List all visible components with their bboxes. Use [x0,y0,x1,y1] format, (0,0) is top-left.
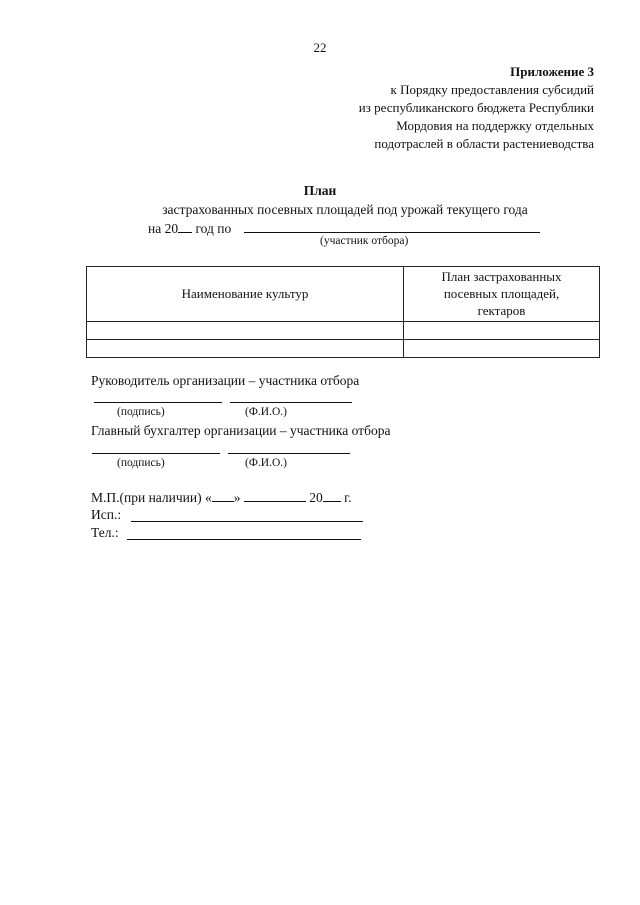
accountant-signature-line[interactable] [92,453,220,454]
executor-line[interactable] [131,521,363,522]
accountant-name-line[interactable] [228,453,350,454]
year-blank[interactable] [178,220,192,233]
stamp-mid: » [233,490,241,505]
table-header-row [87,267,600,322]
plan-table [86,266,600,358]
signature-caption: (подпись) [117,457,165,469]
head-signature-label: Руководитель организации – участника отбора [91,373,360,388]
table-cell[interactable] [87,340,404,358]
appendix-line: Мордовия на поддержку отдельных [396,118,594,133]
year-prefix: на 20 [148,221,179,236]
header-planned-area: План застрахованных посевных площадей, гектаров [404,267,600,322]
appendix-line: из республиканского бюджета Республики [358,100,594,115]
participant-caption: (участник отбора) [320,235,409,247]
stamp-prefix: М.П.(при наличии) « [91,490,212,505]
stamp-date-row [91,489,352,506]
executor-label: Исп.: [91,507,122,522]
year-suffix: год по [195,221,232,236]
month-blank[interactable] [244,489,306,502]
head-name-line[interactable] [230,402,352,403]
page-number: 22 [313,40,327,55]
head-signature-line[interactable] [94,402,222,403]
participant-field[interactable] [244,232,540,233]
name-caption: (Ф.И.О.) [245,406,287,418]
signature-caption: (подпись) [117,406,165,418]
accountant-signature-label: Главный бухгалтер организации – участника отбора [91,423,391,438]
plan-title: План [303,183,337,198]
name-caption: (Ф.И.О.) [245,457,287,469]
appendix-title: Приложение 3 [510,64,594,79]
table-row [87,322,600,340]
plan-subtitle: застрахованных посевных площадей под урожай текущего года [162,202,528,217]
phone-label: Тел.: [91,525,119,540]
appendix-line: к Порядку предоставления субсидий [390,82,594,97]
appendix-line: подотраслей в области растениеводства [374,136,594,151]
table-row [87,340,600,358]
year-line [148,220,231,237]
day-blank[interactable] [212,489,234,502]
header-crop-name: Наименование культур [87,267,404,322]
stamp-year: 20 [309,490,323,505]
stamp-suffix: г. [344,490,352,505]
phone-line[interactable] [127,539,361,540]
year-blank[interactable] [323,489,341,502]
table-cell[interactable] [87,322,404,340]
table-cell[interactable] [404,340,600,358]
table-cell[interactable] [404,322,600,340]
